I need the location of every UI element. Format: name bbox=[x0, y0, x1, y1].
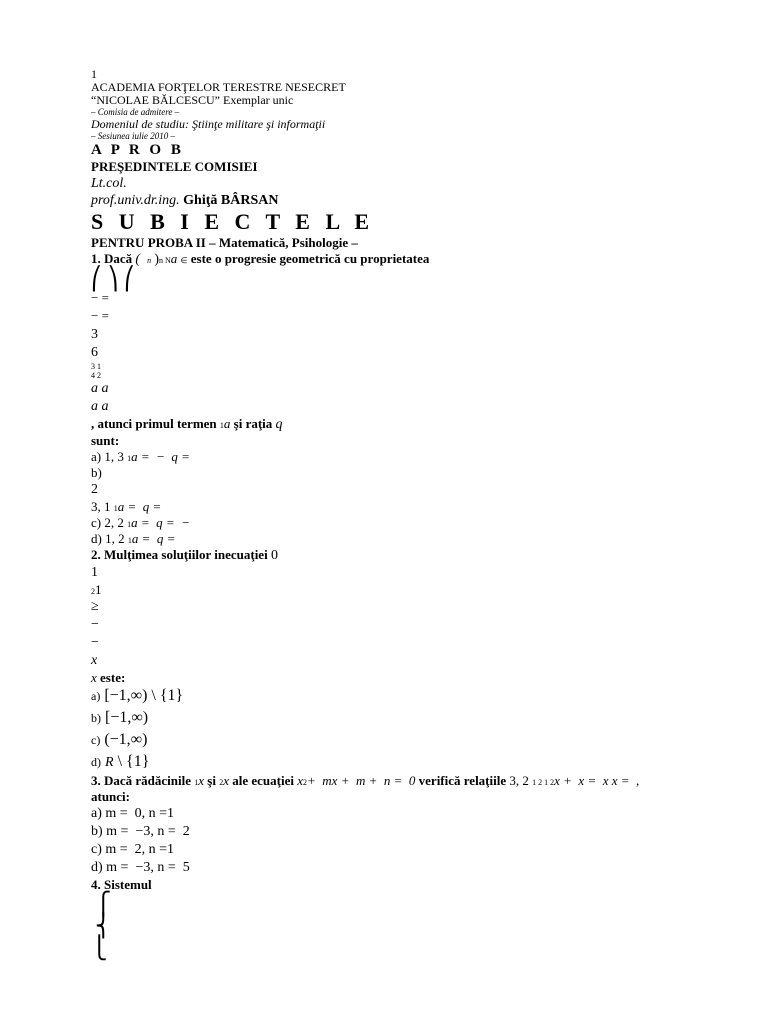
q2-statement bbox=[91, 547, 731, 564]
q1-option-a bbox=[91, 449, 731, 465]
signatory-name: Ghiţă BÂRSAN bbox=[183, 193, 279, 208]
q3-option-c: c) m = 2, n =1 bbox=[91, 842, 175, 857]
q1-opt-d-label: d) 1, 2 bbox=[91, 531, 125, 546]
q3-x2: x bbox=[223, 773, 229, 788]
q4-statement: 4. Sistemul bbox=[91, 877, 152, 892]
q3-si: şi bbox=[207, 773, 216, 788]
q3-option-b: b) m = −3, n = 2 bbox=[91, 824, 190, 839]
q3-lead: 3. Dacă rădăcinile bbox=[91, 773, 192, 788]
aprob-title: A P R O B bbox=[91, 142, 184, 158]
q4-brace-bottom: ⎩ bbox=[91, 935, 108, 960]
q2-opt-c-label: c) bbox=[91, 733, 101, 747]
q4-brace-top: ⎧ bbox=[95, 891, 112, 916]
q1-option-c bbox=[91, 515, 731, 531]
q1-then bbox=[91, 416, 731, 433]
q1-opt-a-label: a) 1, 3 bbox=[91, 449, 124, 464]
q1-then-b: şi raţia bbox=[233, 416, 273, 431]
q1-statement bbox=[91, 251, 731, 268]
document-page bbox=[91, 68, 731, 959]
q2-este bbox=[91, 670, 731, 686]
q1-eq1: − = bbox=[91, 290, 109, 305]
q3-eq-sup: 2 bbox=[303, 778, 308, 787]
proba-title: PENTRU PROBA II – Matematică, Psihologie – bbox=[91, 235, 358, 250]
q1-brackets: ⎛ ⎞ ⎛ bbox=[91, 266, 135, 291]
q1-opt-d-sub: 1 bbox=[127, 536, 132, 545]
q2-minus1: − bbox=[91, 617, 99, 632]
q1-opt-d-rest: a = q = bbox=[131, 531, 176, 546]
q1-sunt: sunt: bbox=[91, 433, 120, 448]
q1-option-b-line bbox=[91, 499, 731, 515]
q1-opt-c-label: c) 2, 2 bbox=[91, 515, 124, 530]
q2-option-a bbox=[91, 686, 731, 706]
page-number: 1 bbox=[91, 67, 97, 81]
q2-opt-d-label: d) bbox=[91, 755, 101, 769]
q1-idx2: 4 2 bbox=[91, 371, 101, 380]
q3-x1: x bbox=[198, 773, 205, 788]
q2-one2: 1 bbox=[95, 582, 102, 597]
q2-opt-a-label: a) bbox=[91, 689, 101, 703]
q1-num6: 6 bbox=[91, 345, 98, 360]
q1-eq2: − = bbox=[91, 308, 109, 323]
q2-x: x bbox=[91, 653, 98, 668]
commission-line: – Comisia de admitere – bbox=[91, 107, 180, 117]
q1-a: a bbox=[170, 251, 178, 266]
q3-rel-rest: x + x = x x = , bbox=[554, 773, 640, 788]
q2-sub2: 2 bbox=[91, 587, 95, 596]
q1-opt-c-rest: a = q = − bbox=[131, 515, 190, 530]
q2-opt-b-label: b) bbox=[91, 711, 101, 725]
q3-rel-sub: 1 2 1 2 bbox=[532, 778, 555, 787]
q1-paren: ( bbox=[135, 252, 148, 267]
domain-line: Domeniul de studiu: Ştiinţe militare şi informaţii bbox=[91, 117, 326, 131]
q1-then-sub: 1 bbox=[219, 421, 224, 430]
academy-name-line: “NICOLAE BĂLCESCU” Exemplar unic bbox=[91, 93, 294, 107]
subject-title: S U B I E C T E L E bbox=[91, 209, 375, 234]
q2-opt-d-R: R bbox=[105, 755, 114, 770]
q1-in: ∈ bbox=[180, 256, 188, 265]
signatory-line bbox=[91, 192, 731, 210]
q1-num3: 3 bbox=[91, 327, 98, 342]
q3-option-d: d) m = −3, n = 5 bbox=[91, 860, 190, 875]
q1-opt-a-sub: 1 bbox=[127, 454, 132, 463]
title-prefix: prof.univ.dr.ing. bbox=[91, 193, 180, 208]
q1-sub-n: n bbox=[147, 256, 152, 265]
q1-aa2: a a bbox=[91, 399, 109, 414]
q1-then-q: q bbox=[275, 417, 283, 432]
q3-atunci: atunci: bbox=[91, 789, 130, 804]
q1-opt-b-rest: a = q = bbox=[117, 499, 162, 514]
q3-rel: 3, 2 bbox=[509, 773, 529, 788]
q1-lead: 1. Dacă bbox=[91, 251, 133, 266]
q2-opt-b-val: [−1,∞) bbox=[105, 709, 149, 726]
q2-sub-one bbox=[91, 582, 731, 598]
q3-s2: 2 bbox=[219, 778, 224, 787]
q2-one: 1 bbox=[91, 565, 98, 580]
q3-statement bbox=[91, 773, 731, 789]
q1-opt-b-sub: 1 bbox=[113, 504, 118, 513]
q3-eq-x: x bbox=[297, 773, 304, 788]
q2-opt-a-val: [−1,∞) \ {1} bbox=[104, 687, 184, 704]
q2-este-label: este: bbox=[100, 670, 126, 685]
q1-option-d bbox=[91, 531, 731, 547]
q1-rest: este o progresie geometrică cu proprietatea bbox=[190, 251, 430, 266]
q3-eq-rest: + mx + m + n = 0 bbox=[307, 773, 416, 788]
q3-ale: ale ecuaţiei bbox=[232, 773, 294, 788]
q2-opt-d-val: \ {1} bbox=[117, 753, 150, 770]
q1-then-a2: a bbox=[223, 416, 231, 431]
q1-idx1: 3 1 bbox=[91, 362, 101, 371]
q2-minus2: − bbox=[91, 635, 99, 650]
q3-verif: verifică relaţiile bbox=[418, 773, 507, 788]
president-title: PREŞEDINTELE COMISIEI bbox=[91, 159, 258, 174]
q1-opt-c-sub: 1 bbox=[127, 520, 132, 529]
q2-option-d bbox=[91, 752, 731, 773]
q2-option-b bbox=[91, 708, 731, 728]
q2-opt-c-val: (−1,∞) bbox=[104, 731, 148, 748]
q1-option-b-2: 2 bbox=[91, 482, 98, 497]
q3-option-a: a) m = 0, n =1 bbox=[91, 806, 175, 821]
q1-opt-a-rest: a = − q = bbox=[131, 449, 190, 464]
q1-then-a: , atunci primul termen bbox=[91, 416, 217, 431]
session-line: – Sesiunea iulie 2010 – bbox=[91, 131, 175, 141]
q1-sub-nN: n N bbox=[159, 256, 171, 265]
rank: Lt.col. bbox=[91, 176, 127, 191]
q2-este-x: x bbox=[91, 670, 97, 685]
q2-lead: 2. Mulţimea soluţiilor inecuaţiei bbox=[91, 547, 268, 562]
q3-s1: 1 bbox=[194, 778, 199, 787]
institution-line: ACADEMIA FORŢELOR TERESTRE NESECRET bbox=[91, 80, 346, 94]
q1-option-b: b) bbox=[91, 465, 102, 480]
q1-paren-close: ) bbox=[154, 252, 160, 267]
q2-zero: 0 bbox=[270, 548, 278, 563]
q2-option-c bbox=[91, 730, 731, 750]
q4-brace-mid: ⎨ bbox=[95, 913, 112, 938]
q2-geq: ≥ bbox=[91, 599, 99, 614]
q1-opt-b-line: 3, 1 bbox=[91, 499, 111, 514]
q1-aa1: a a bbox=[91, 381, 109, 396]
